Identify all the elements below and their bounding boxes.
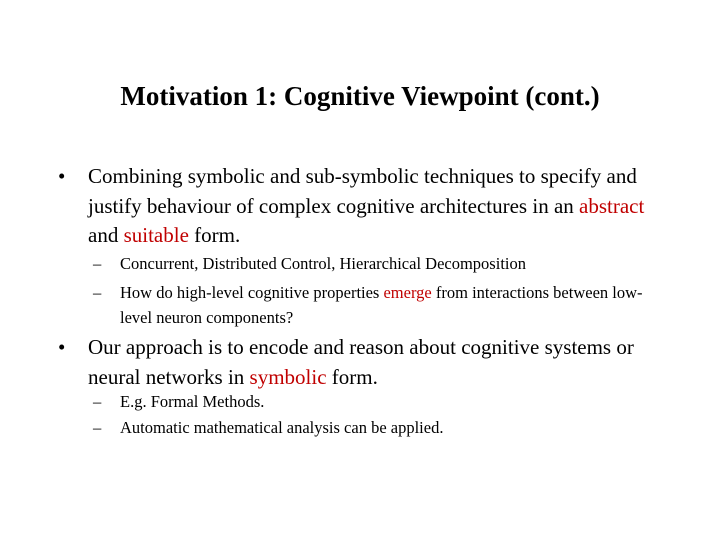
- subitem-1-1-text: Concurrent, Distributed Control, Hierarchical Decomposition: [120, 254, 526, 273]
- dash-marker: –: [93, 392, 102, 411]
- subitem-1-1: [93, 252, 660, 277]
- dash-marker: –: [93, 254, 102, 273]
- bullet-1: [58, 162, 648, 251]
- dash-marker: –: [93, 283, 102, 302]
- dash-marker: –: [93, 418, 102, 437]
- subitem-2-2: [93, 416, 660, 441]
- subitem-2-1: [93, 390, 660, 415]
- subitem-2-1-text: E.g. Formal Methods.: [120, 392, 265, 411]
- highlight-abstract: abstract: [579, 193, 645, 218]
- highlight-emerge: emerge: [383, 283, 432, 302]
- bullet-marker: •: [58, 335, 66, 359]
- highlight-suitable: suitable: [123, 223, 189, 247]
- slide-title: Motivation 1: Cognitive Viewpoint (cont.): [120, 81, 600, 111]
- bullet-1-text: Combining symbolic and sub-symbolic techniques to specify and justify behaviour of complex cognitive architectures in an abstract and suitable form.: [88, 164, 645, 247]
- bullet-2-text: Our approach is to encode and reason about cognitive systems or neural networks in symbolic form.: [88, 335, 634, 389]
- subitem-1-2: [93, 281, 660, 330]
- bullet-marker: •: [58, 164, 66, 188]
- bullet-2: [58, 333, 648, 392]
- highlight-symbolic: symbolic: [249, 364, 327, 389]
- subitem-2-2-text: Automatic mathematical analysis can be applied.: [120, 418, 444, 437]
- subitem-1-2-text: How do high-level cognitive properties emerge from interactions between low-level neuron components?: [120, 283, 643, 327]
